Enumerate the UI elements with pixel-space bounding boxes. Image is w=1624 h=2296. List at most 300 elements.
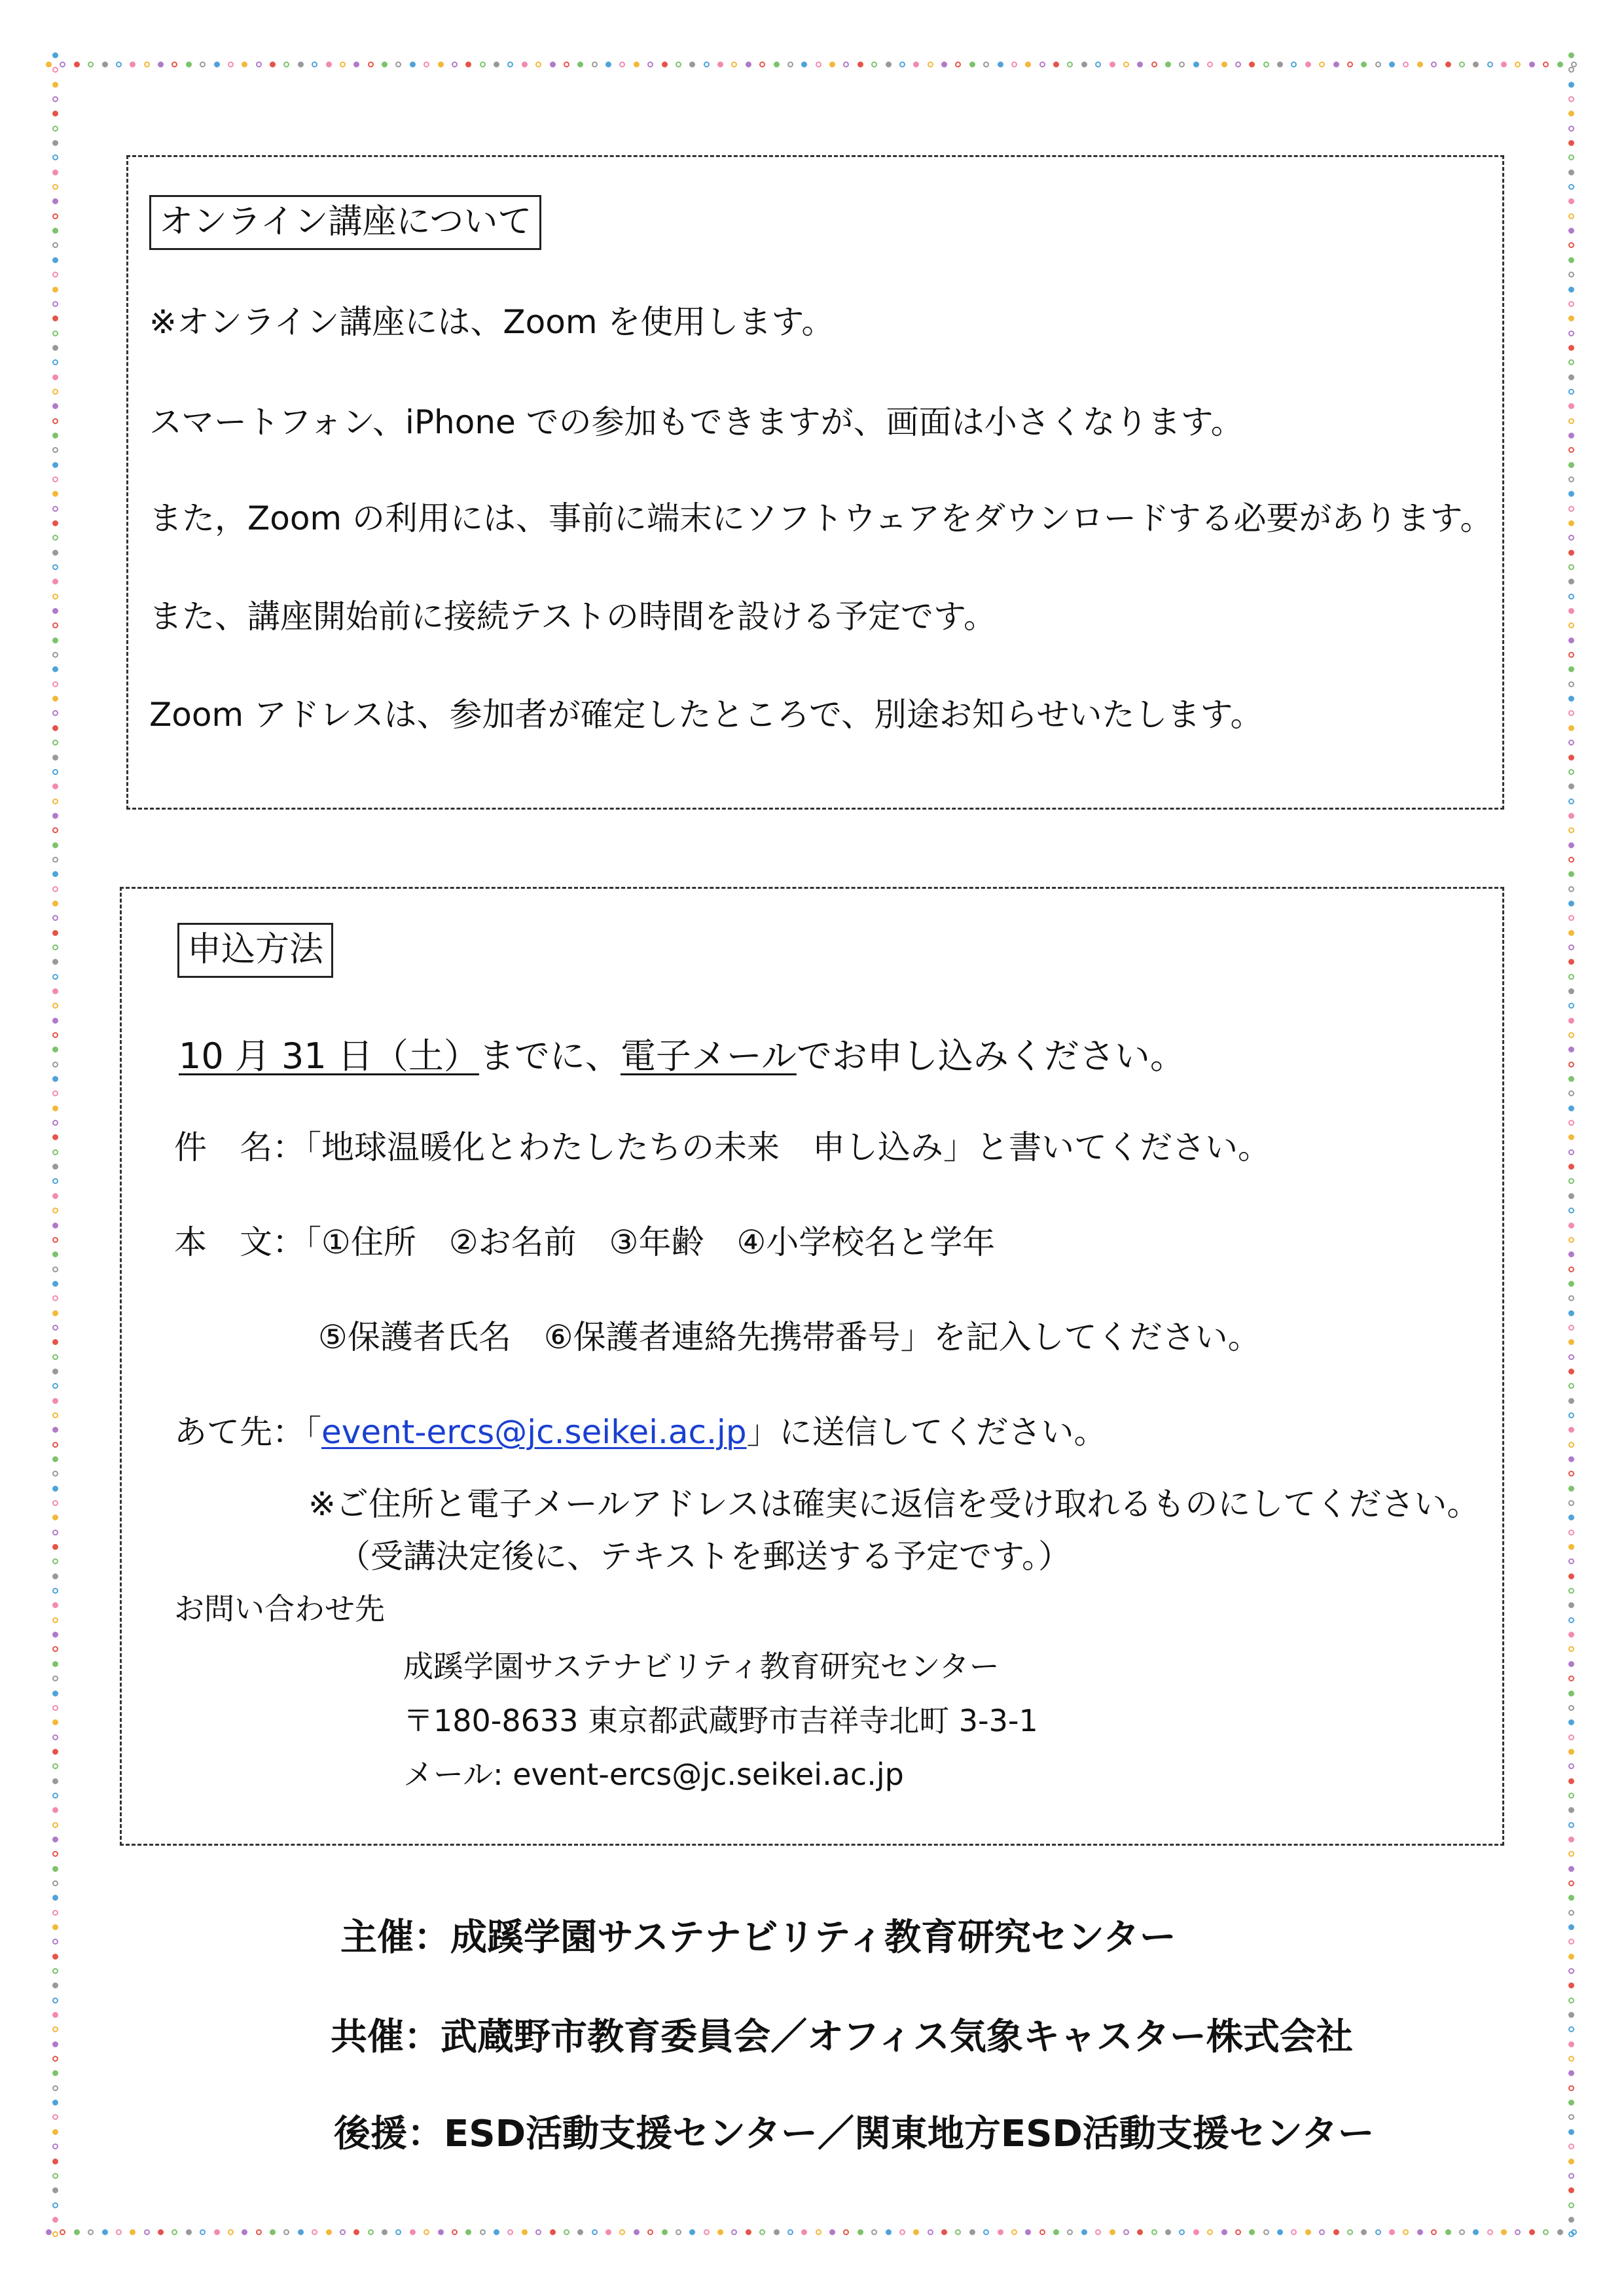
border-dot bbox=[1568, 2173, 1574, 2179]
border-dot bbox=[1389, 2229, 1395, 2235]
border-dot bbox=[592, 62, 598, 67]
border-dot bbox=[52, 930, 58, 936]
border-dot bbox=[52, 1544, 58, 1550]
border-dot bbox=[1568, 1412, 1574, 1418]
border-dot bbox=[52, 1105, 58, 1111]
border-dot bbox=[270, 2229, 276, 2235]
border-dot bbox=[857, 2229, 863, 2235]
border-dot bbox=[1568, 111, 1574, 117]
border-dot bbox=[928, 62, 933, 67]
border-dot bbox=[1568, 170, 1574, 175]
border-dot bbox=[1011, 62, 1017, 67]
border-dot bbox=[52, 2217, 58, 2223]
border-dot bbox=[704, 62, 710, 67]
border-dot bbox=[52, 1632, 58, 1638]
border-dot bbox=[494, 62, 499, 67]
border-dot bbox=[1179, 2229, 1185, 2235]
border-dot bbox=[382, 2229, 388, 2235]
border-dot bbox=[52, 2012, 58, 2018]
contact-org: 成蹊学園サステナビリティ教育研究センター bbox=[403, 1649, 1000, 1684]
border-dot bbox=[787, 2229, 793, 2235]
organizer-line: 主催：成蹊学園サステナビリティ教育研究センター bbox=[340, 1916, 1176, 1959]
border-dot bbox=[1081, 62, 1087, 67]
border-dot bbox=[144, 62, 150, 67]
border-dot bbox=[1431, 2229, 1437, 2235]
border-dot bbox=[52, 2114, 58, 2120]
border-dot bbox=[1067, 62, 1073, 67]
border-dot bbox=[801, 2229, 807, 2235]
border-dot bbox=[52, 1237, 58, 1243]
deadline-date: 10 月 31 日（土） bbox=[179, 1035, 479, 1077]
border-dot bbox=[52, 154, 58, 160]
border-dot bbox=[1568, 1588, 1574, 1594]
border-dot bbox=[494, 2229, 499, 2235]
border-dot bbox=[200, 2229, 206, 2235]
border-dot bbox=[438, 2229, 444, 2235]
border-dot bbox=[1568, 1661, 1574, 1667]
border-dot bbox=[52, 126, 58, 132]
body-line-1: 本 文：「①住所 ②お名前 ③年齢 ④小学校名と学年 bbox=[174, 1223, 996, 1261]
border-dot bbox=[1568, 1193, 1574, 1199]
send-to-line bbox=[174, 1412, 1107, 1452]
border-dot bbox=[1557, 2229, 1563, 2235]
border-dot bbox=[52, 1062, 58, 1067]
border-dot bbox=[52, 67, 58, 73]
border-dot bbox=[52, 1910, 58, 1916]
border-dot bbox=[1568, 1178, 1574, 1184]
border-dot bbox=[1081, 2229, 1087, 2235]
border-dot bbox=[52, 1573, 58, 1579]
border-dot bbox=[52, 535, 58, 541]
border-dot bbox=[1568, 198, 1574, 204]
border-dot bbox=[1375, 62, 1381, 67]
border-dot bbox=[1067, 2229, 1073, 2235]
border-dot bbox=[242, 62, 247, 67]
border-dot bbox=[1568, 1062, 1574, 1067]
border-dot bbox=[52, 491, 58, 497]
border-dot bbox=[52, 1851, 58, 1857]
border-dot bbox=[1221, 62, 1227, 67]
border-dot bbox=[1568, 1134, 1574, 1140]
border-dot bbox=[186, 2229, 192, 2235]
note-line-1: ※ご住所と電子メールアドレスは確実に返信を受け取れるものにしてください。 bbox=[308, 1485, 1480, 1523]
border-dot bbox=[829, 62, 835, 67]
border-dot bbox=[1568, 564, 1574, 570]
border-dot bbox=[52, 710, 58, 716]
border-dot bbox=[1515, 2229, 1521, 2235]
border-dot bbox=[1165, 2229, 1171, 2235]
border-dot bbox=[1568, 1646, 1574, 1652]
border-dot bbox=[913, 2229, 919, 2235]
border-dot bbox=[1568, 2056, 1574, 2062]
border-dot bbox=[52, 2041, 58, 2047]
border-dot bbox=[1568, 1281, 1574, 1287]
border-dot bbox=[1319, 2229, 1325, 2235]
border-dot bbox=[52, 2026, 58, 2032]
border-dot bbox=[340, 2229, 346, 2235]
border-dot bbox=[1207, 62, 1213, 67]
border-dot bbox=[1095, 2229, 1101, 2235]
border-dot bbox=[1151, 62, 1157, 67]
border-dot bbox=[1501, 2229, 1507, 2235]
border-dot bbox=[1568, 1047, 1574, 1052]
border-dot bbox=[52, 1223, 58, 1229]
border-dot bbox=[1529, 62, 1535, 67]
border-dot bbox=[52, 564, 58, 570]
border-dot bbox=[1305, 62, 1311, 67]
dotted-border-left bbox=[48, 52, 62, 2238]
border-dot bbox=[1568, 1149, 1574, 1155]
deadline-tail: でお申し込みください。 bbox=[796, 1035, 1185, 1077]
border-dot bbox=[52, 1822, 58, 1828]
dotted-border-bottom bbox=[46, 2225, 1578, 2238]
border-dot bbox=[52, 871, 58, 877]
border-dot bbox=[1568, 637, 1574, 643]
border-dot bbox=[1568, 2202, 1574, 2208]
border-dot bbox=[52, 301, 58, 307]
border-dot bbox=[52, 418, 58, 424]
border-dot bbox=[480, 2229, 486, 2235]
border-dot bbox=[52, 1456, 58, 1462]
border-dot bbox=[395, 62, 401, 67]
border-dot bbox=[1568, 2114, 1574, 2120]
border-dot bbox=[52, 52, 58, 58]
border-dot bbox=[52, 1266, 58, 1272]
border-dot bbox=[1568, 1763, 1574, 1769]
border-dot bbox=[928, 2229, 933, 2235]
border-dot bbox=[52, 886, 58, 892]
border-dot bbox=[1568, 1310, 1574, 1316]
border-dot bbox=[676, 2229, 681, 2235]
border-dot bbox=[438, 62, 444, 67]
border-dot bbox=[634, 2229, 640, 2235]
border-dot bbox=[1568, 901, 1574, 906]
deadline-line bbox=[179, 1035, 1185, 1078]
border-dot bbox=[52, 476, 58, 482]
border-dot bbox=[1568, 257, 1574, 263]
border-dot bbox=[1568, 1295, 1574, 1301]
border-dot bbox=[1568, 301, 1574, 307]
border-dot bbox=[52, 2070, 58, 2076]
border-dot bbox=[52, 1515, 58, 1520]
border-dot bbox=[522, 62, 528, 67]
border-dot bbox=[1165, 62, 1171, 67]
note-line-2: （受講決定後に、テキストを郵送する予定です。） bbox=[338, 1537, 1071, 1575]
border-dot bbox=[52, 1793, 58, 1799]
border-dot bbox=[1039, 2229, 1045, 2235]
border-dot bbox=[1568, 1398, 1574, 1404]
border-dot bbox=[52, 1558, 58, 1564]
border-dot bbox=[731, 62, 737, 67]
border-dot bbox=[1568, 1793, 1574, 1799]
border-dot bbox=[52, 2202, 58, 2208]
border-dot bbox=[1235, 2229, 1241, 2235]
border-dot bbox=[1361, 2229, 1367, 2235]
border-dot bbox=[1291, 62, 1297, 67]
border-dot bbox=[52, 901, 58, 906]
border-dot bbox=[1543, 62, 1549, 67]
border-dot bbox=[52, 1178, 58, 1184]
border-dot bbox=[1403, 2229, 1409, 2235]
border-dot bbox=[1568, 594, 1574, 600]
border-dot bbox=[1568, 1895, 1574, 1901]
border-dot bbox=[52, 198, 58, 204]
border-dot bbox=[634, 62, 640, 67]
border-dot bbox=[186, 62, 192, 67]
border-dot bbox=[52, 1880, 58, 1886]
border-dot bbox=[1568, 710, 1574, 716]
border-dot bbox=[74, 62, 80, 67]
online-line-2: スマートフォン、iPhone での参加もできますが、画面は小さくなります。 bbox=[149, 403, 1244, 441]
border-dot bbox=[1249, 2229, 1255, 2235]
border-dot bbox=[1473, 2229, 1479, 2235]
deadline-method: 電子メール bbox=[620, 1035, 797, 1077]
border-dot bbox=[424, 62, 429, 67]
border-dot bbox=[52, 1982, 58, 1988]
border-dot bbox=[577, 2229, 583, 2235]
border-dot bbox=[171, 62, 177, 67]
border-dot bbox=[116, 62, 122, 67]
border-dot bbox=[1568, 2041, 1574, 2047]
border-dot bbox=[52, 111, 58, 117]
border-dot bbox=[955, 2229, 961, 2235]
border-dot bbox=[774, 2229, 780, 2235]
border-dot bbox=[1417, 2229, 1423, 2235]
border-dot bbox=[52, 652, 58, 658]
border-dot bbox=[52, 1018, 58, 1024]
border-dot bbox=[1487, 2229, 1493, 2235]
border-dot bbox=[171, 2229, 177, 2235]
border-dot bbox=[1568, 1719, 1574, 1725]
border-dot bbox=[1568, 769, 1574, 775]
border-dot bbox=[52, 1354, 58, 1360]
border-dot bbox=[1568, 433, 1574, 439]
border-dot bbox=[1431, 62, 1437, 67]
border-dot bbox=[298, 2229, 304, 2235]
border-dot bbox=[410, 2229, 416, 2235]
border-dot bbox=[1568, 345, 1574, 351]
border-dot bbox=[1568, 1998, 1574, 2003]
border-dot bbox=[857, 62, 863, 67]
border-dot bbox=[158, 2229, 164, 2235]
border-dot bbox=[1568, 228, 1574, 234]
border-dot bbox=[52, 1588, 58, 1594]
border-dot bbox=[1568, 2085, 1574, 2091]
border-dot bbox=[1039, 62, 1045, 67]
border-dot bbox=[242, 2229, 247, 2235]
border-dot bbox=[52, 783, 58, 789]
border-dot bbox=[52, 447, 58, 453]
border-dot bbox=[1568, 827, 1574, 833]
border-dot bbox=[52, 740, 58, 745]
border-dot bbox=[1459, 62, 1465, 67]
border-dot bbox=[535, 62, 541, 67]
border-dot bbox=[52, 1691, 58, 1696]
border-dot bbox=[1568, 1456, 1574, 1462]
border-dot bbox=[1557, 62, 1563, 67]
border-dot bbox=[452, 62, 458, 67]
border-dot bbox=[52, 359, 58, 365]
border-dot bbox=[1568, 974, 1574, 980]
border-dot bbox=[200, 62, 206, 67]
border-dot bbox=[144, 2229, 150, 2235]
border-dot bbox=[1568, 857, 1574, 863]
email-link[interactable]: event-ercs@jc.seikei.ac.jp bbox=[321, 1413, 747, 1451]
border-dot bbox=[1459, 2229, 1465, 2235]
border-dot bbox=[983, 62, 989, 67]
border-dot bbox=[52, 2056, 58, 2062]
border-dot bbox=[1151, 2229, 1157, 2235]
border-dot bbox=[52, 1442, 58, 1448]
border-dot bbox=[1207, 2229, 1213, 2235]
border-dot bbox=[395, 2229, 401, 2235]
border-dot bbox=[1568, 1954, 1574, 1960]
border-dot bbox=[1263, 2229, 1269, 2235]
border-dot bbox=[1568, 1164, 1574, 1170]
border-dot bbox=[1568, 359, 1574, 365]
border-dot bbox=[52, 82, 58, 88]
border-dot bbox=[52, 1383, 58, 1389]
border-dot bbox=[228, 62, 234, 67]
border-dot bbox=[1568, 1807, 1574, 1813]
border-dot bbox=[52, 1398, 58, 1404]
border-dot bbox=[1110, 2229, 1115, 2235]
border-dot bbox=[1568, 1354, 1574, 1360]
border-dot bbox=[969, 2229, 975, 2235]
border-dot bbox=[1568, 2012, 1574, 2018]
online-line-5: Zoom アドレスは、参加者が確定したところで、別途お知らせいたします。 bbox=[149, 696, 1263, 734]
border-dot bbox=[52, 974, 58, 980]
border-dot bbox=[368, 2229, 374, 2235]
border-dot bbox=[1568, 154, 1574, 160]
border-dot bbox=[1319, 62, 1325, 67]
border-dot bbox=[52, 1719, 58, 1725]
border-dot bbox=[158, 62, 164, 67]
border-dot bbox=[214, 2229, 220, 2235]
border-dot bbox=[52, 2173, 58, 2179]
border-dot bbox=[1568, 287, 1574, 293]
border-dot bbox=[717, 2229, 723, 2235]
border-dot bbox=[52, 1032, 58, 1038]
border-dot bbox=[1568, 1442, 1574, 1448]
border-dot bbox=[1568, 1939, 1574, 1945]
border-dot bbox=[52, 345, 58, 351]
border-dot bbox=[1291, 2229, 1297, 2235]
border-dot bbox=[1568, 755, 1574, 761]
border-dot bbox=[1568, 871, 1574, 877]
border-dot bbox=[52, 242, 58, 248]
border-dot bbox=[52, 725, 58, 731]
border-dot bbox=[52, 506, 58, 512]
border-dot bbox=[1053, 2229, 1059, 2235]
border-dot bbox=[1568, 520, 1574, 526]
border-dot bbox=[746, 62, 751, 67]
border-dot bbox=[662, 2229, 668, 2235]
border-dot bbox=[52, 915, 58, 921]
border-dot bbox=[52, 331, 58, 336]
border-dot bbox=[1445, 62, 1451, 67]
border-dot bbox=[1568, 1880, 1574, 1886]
border-dot bbox=[52, 608, 58, 614]
border-dot bbox=[507, 62, 513, 67]
border-dot bbox=[787, 62, 793, 67]
border-dot bbox=[130, 62, 135, 67]
border-dot bbox=[1568, 1544, 1574, 1550]
border-dot bbox=[1568, 126, 1574, 132]
border-dot bbox=[52, 1617, 58, 1623]
border-dot bbox=[368, 62, 374, 67]
border-dot bbox=[52, 842, 58, 848]
border-dot bbox=[1568, 988, 1574, 994]
support-line: 後援：ESD活動支援センター／関東地方ESD活動支援センター bbox=[334, 2113, 1375, 2155]
border-dot bbox=[1568, 1032, 1574, 1038]
border-dot bbox=[1568, 242, 1574, 248]
border-dot bbox=[1487, 62, 1493, 67]
border-dot bbox=[52, 96, 58, 102]
border-dot bbox=[52, 1749, 58, 1755]
border-dot bbox=[913, 62, 919, 67]
border-dot bbox=[1568, 1734, 1574, 1740]
border-dot bbox=[52, 2129, 58, 2135]
border-dot bbox=[312, 2229, 317, 2235]
border-dot bbox=[689, 62, 695, 67]
border-dot bbox=[52, 1325, 58, 1331]
border-dot bbox=[1110, 62, 1115, 67]
dotted-border-top bbox=[46, 58, 1578, 71]
border-dot bbox=[52, 1968, 58, 1974]
online-line-4: また、講座開始前に接続テストの時間を設ける予定です。 bbox=[149, 598, 996, 636]
border-dot bbox=[52, 1676, 58, 1681]
border-dot bbox=[52, 1866, 58, 1872]
border-dot bbox=[1235, 62, 1241, 67]
border-dot bbox=[1568, 2159, 1574, 2164]
border-dot bbox=[983, 2229, 989, 2235]
border-dot bbox=[1568, 1778, 1574, 1784]
border-dot bbox=[52, 1998, 58, 2003]
border-dot bbox=[353, 62, 359, 67]
border-dot bbox=[522, 2229, 528, 2235]
border-dot bbox=[52, 2187, 58, 2193]
border-dot bbox=[1568, 418, 1574, 424]
online-line-1: ※オンライン講座には、Zoom を使用します。 bbox=[149, 303, 835, 341]
send-to-suffix: 」に送信してください。 bbox=[746, 1413, 1107, 1451]
border-dot bbox=[326, 2229, 332, 2235]
border-dot bbox=[899, 2229, 905, 2235]
border-dot bbox=[52, 433, 58, 439]
border-dot bbox=[52, 520, 58, 526]
border-dot bbox=[1123, 62, 1129, 67]
border-dot bbox=[52, 959, 58, 965]
border-dot bbox=[1568, 886, 1574, 892]
border-dot bbox=[52, 2231, 58, 2237]
border-dot bbox=[1263, 62, 1269, 67]
border-dot bbox=[1568, 608, 1574, 614]
border-dot bbox=[52, 1281, 58, 1287]
border-dot bbox=[52, 184, 58, 190]
border-dot bbox=[52, 1047, 58, 1052]
border-dot bbox=[1568, 462, 1574, 468]
border-dot bbox=[1568, 1076, 1574, 1082]
border-dot bbox=[564, 2229, 569, 2235]
border-dot bbox=[619, 62, 625, 67]
border-dot bbox=[829, 2229, 835, 2235]
border-dot bbox=[52, 813, 58, 819]
border-dot bbox=[52, 272, 58, 278]
border-dot bbox=[1568, 1339, 1574, 1345]
border-dot bbox=[52, 1924, 58, 1930]
border-dot bbox=[955, 62, 961, 67]
border-dot bbox=[1025, 2229, 1031, 2235]
